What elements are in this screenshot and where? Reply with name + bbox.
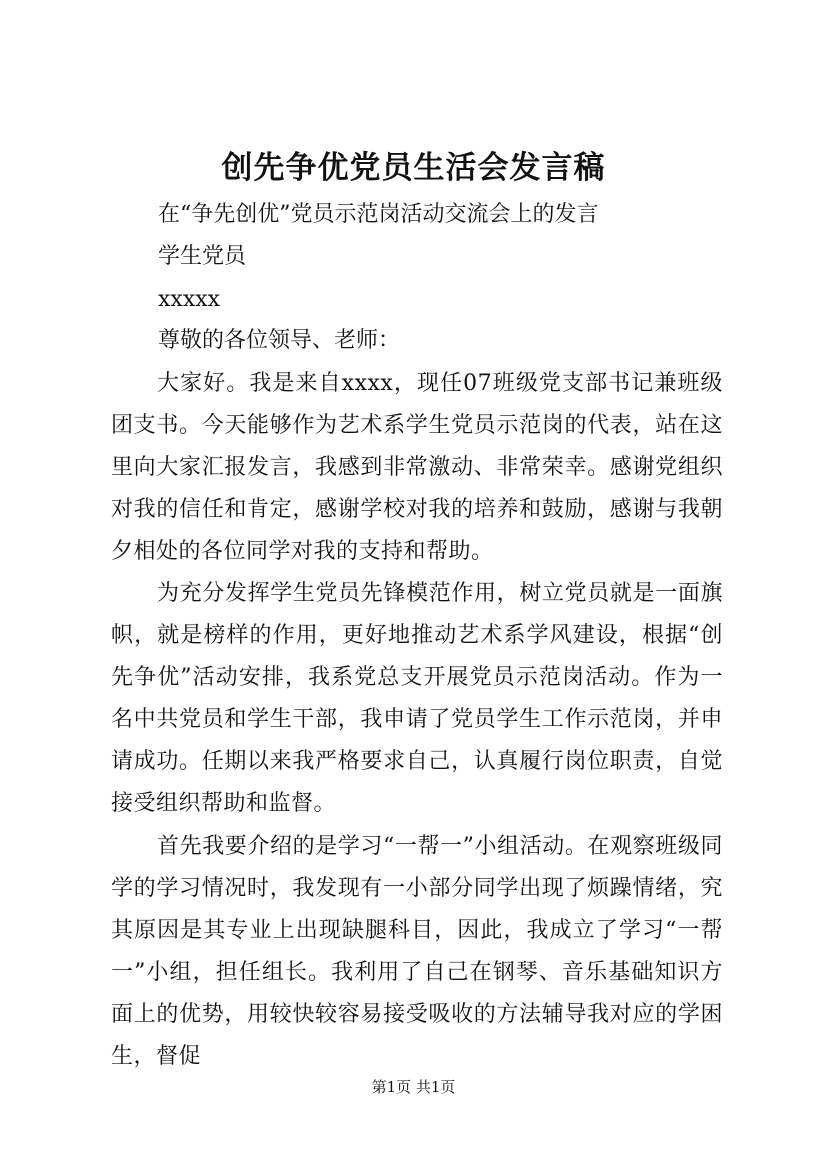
paragraph-2: 为充分发挥学生党员先锋模范作用，树立党员就是一面旗帜，就是榜样的作用，更好地推动艺术系学风建设，根据“创先争优”活动安排，我系党总支开展党员示范岗活动。作为一名中共党员和学生干部，我申请了党员学生工作示范岗，并申请成功。任期以来我严格要求自己，认真履行岗位职责，自觉接受组织帮助和监督。 — [111, 581, 723, 816]
speaker-name: xxxxx — [158, 287, 221, 312]
page-footer: 第1页 共1页 — [371, 1078, 456, 1096]
paragraph-3: 首先我要介绍的是学习“一帮一”小组活动。在观察班级同学的学习情况时，我发现有一小部分同学出现了烦躁情绪，究其原因是其专业上出现缺腿科目，因此，我成立了学习“一帮一”小组，担任组长。我利用了自己在钢琴、音乐基础知识方面上的优势，用较快较容易接受吸收的方法辅导我对应的学困生，督促 — [111, 834, 723, 1069]
speaker-role: 学生党员 — [158, 244, 247, 269]
paragraph-1: 大家好。我是来自xxxx，现任07班级党支部书记兼班级团支书。今天能够作为艺术系学生党员示范岗的代表，站在这里向大家汇报发言，我感到非常激动、非常荣幸。感谢党组织对我的信任和肯定，感谢学校对我的培养和鼓励，感谢与我朝夕相处的各位同学对我的支持和帮助。 — [111, 371, 723, 564]
salutation: 尊敬的各位领导、老师： — [158, 328, 401, 353]
document-title: 创先争优党员生活会发言稿 — [221, 150, 606, 186]
document-subtitle: 在“争先创优”党员示范岗活动交流会上的发言 — [158, 202, 599, 227]
